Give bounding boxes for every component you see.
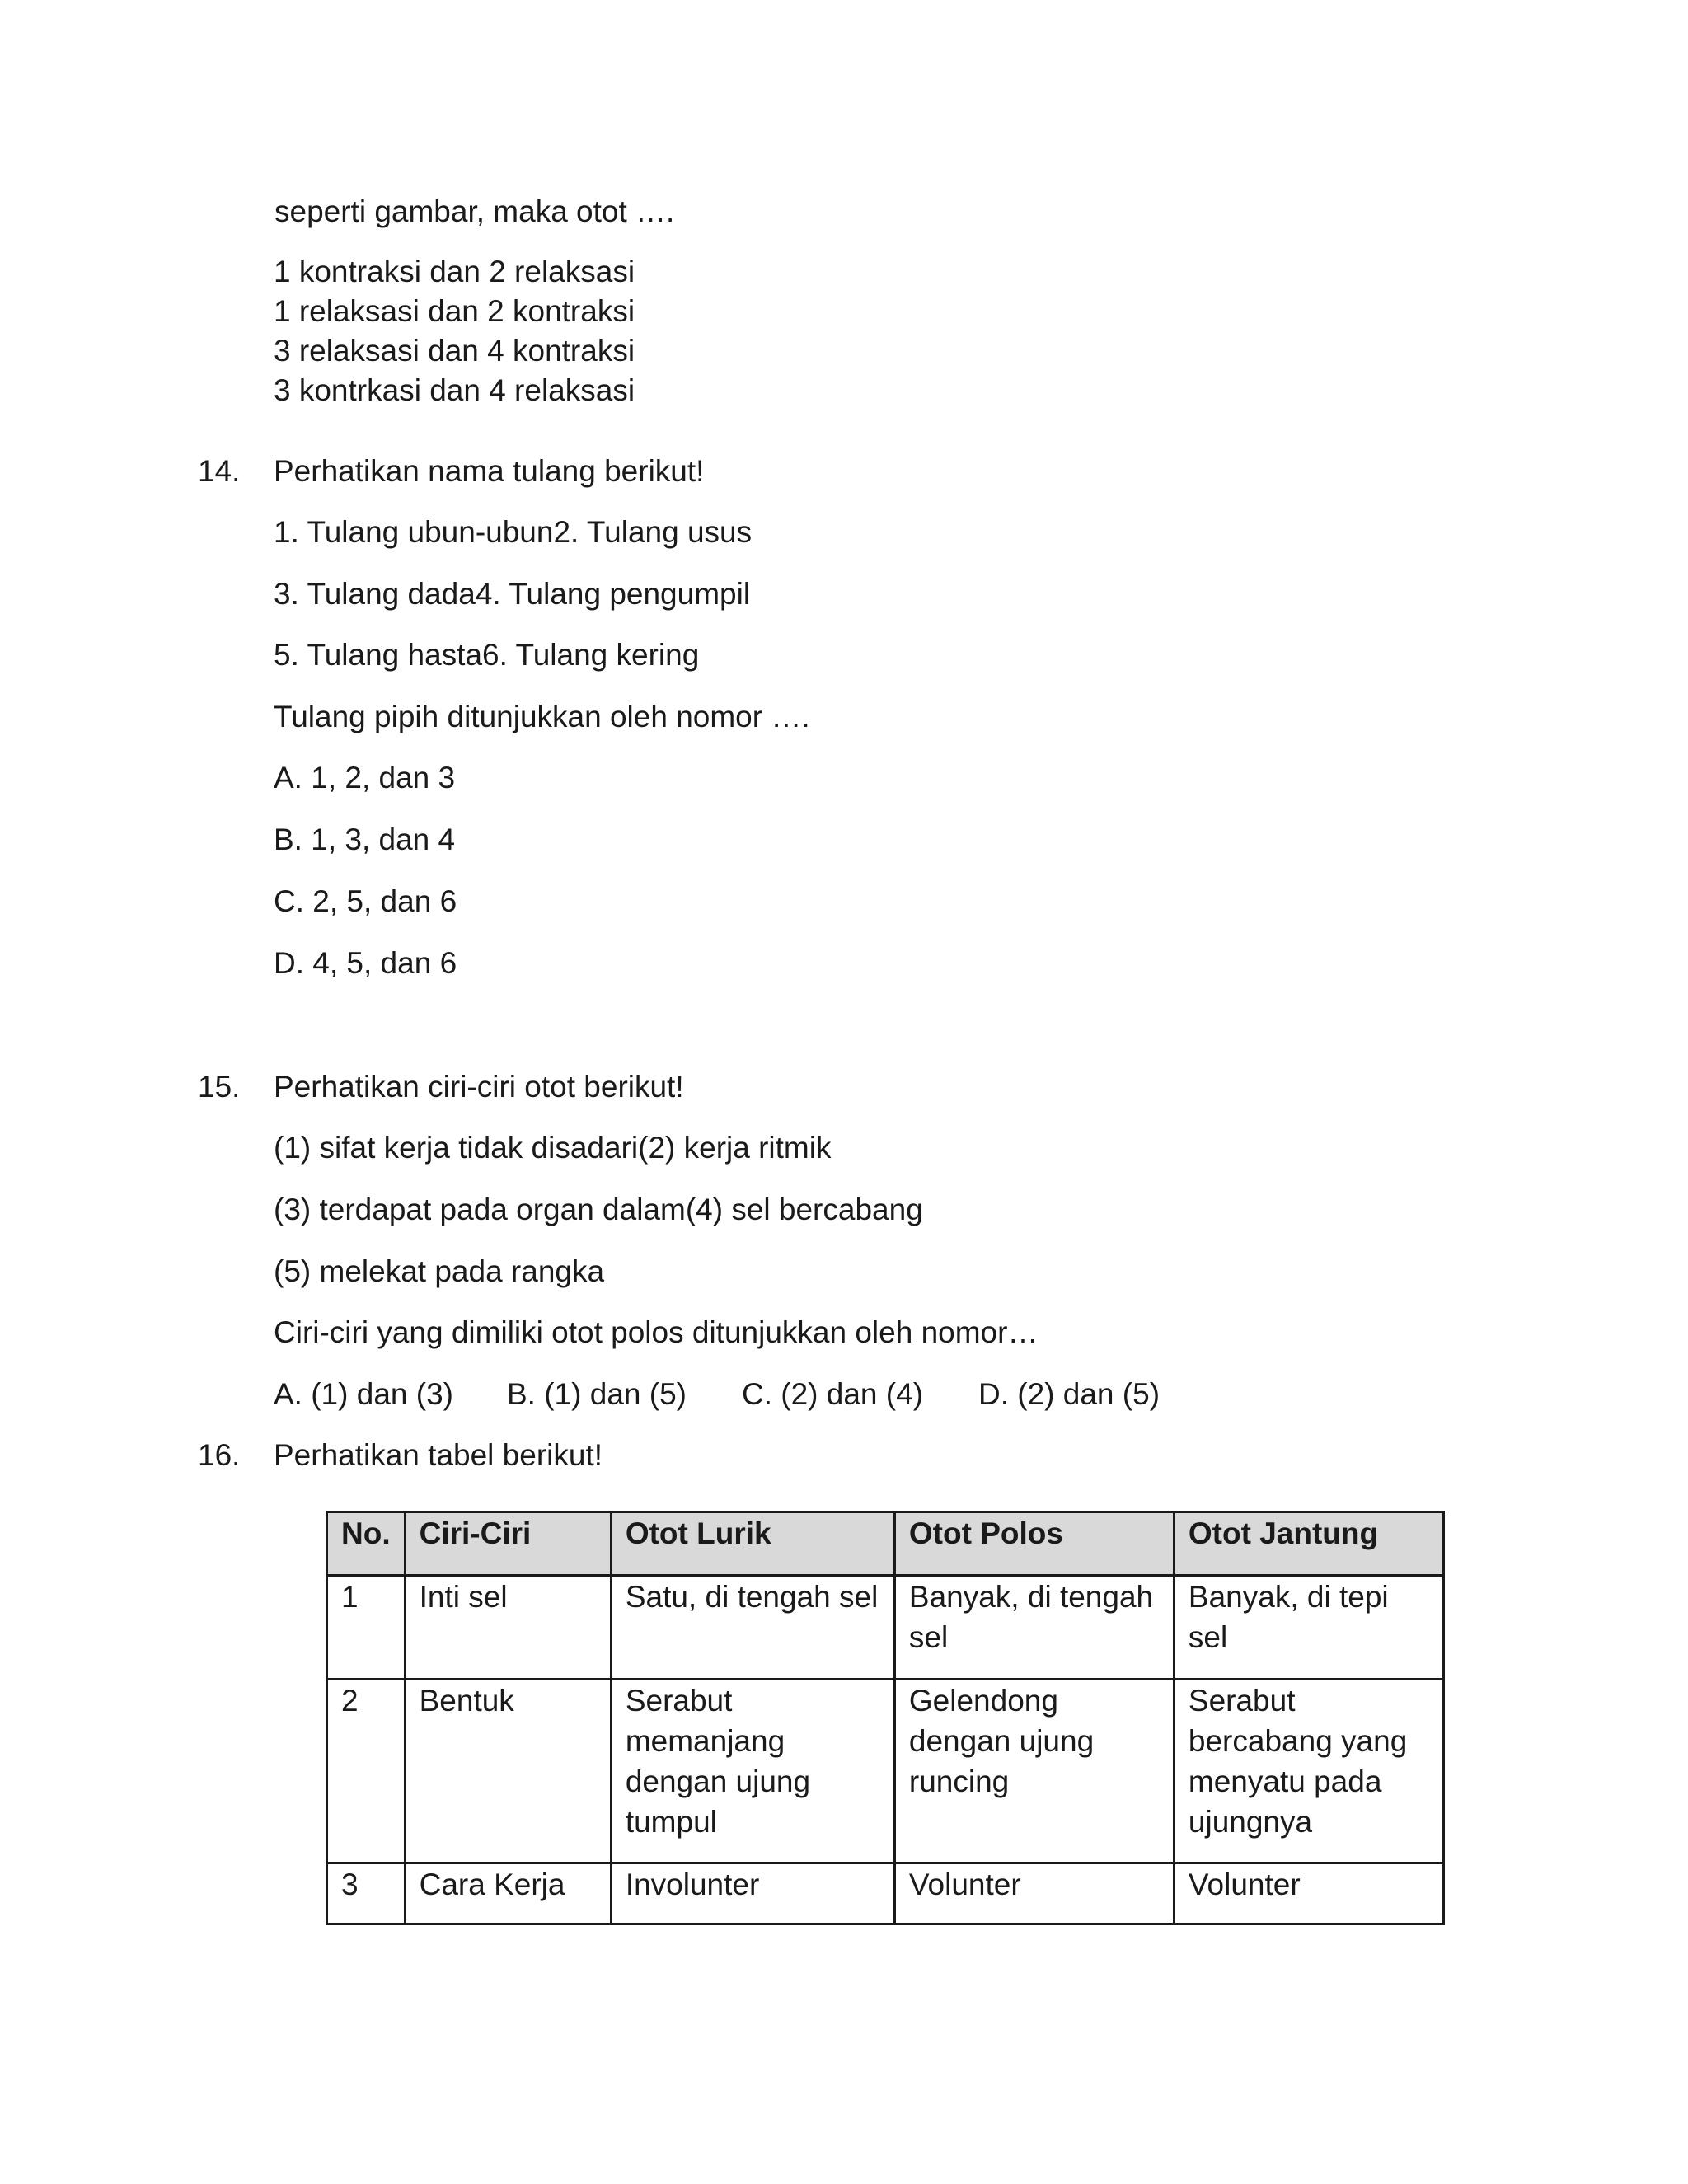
question-15-number: 15.: [198, 1070, 241, 1104]
table-cell: Serabut bercabang yang menyatu pada ujungnya: [1174, 1680, 1443, 1863]
table-cell: Cara Kerja: [405, 1863, 611, 1924]
q14-item-line-3: 5. Tulang hasta6. Tulang kering: [274, 638, 700, 672]
q15-option-d: D. (2) dan (5): [978, 1377, 1160, 1411]
q15-item-line-3: (5) melekat pada rangka: [274, 1254, 605, 1288]
q13-option-3: 3 relaksasi dan 4 kontraksi: [274, 334, 635, 368]
q15-item-line-2: (3) terdapat pada organ dalam(4) sel bercabang: [274, 1193, 923, 1226]
table-row: [327, 1863, 1444, 1924]
table-header-cell: Otot Lurik: [611, 1512, 894, 1576]
table-cell: Bentuk: [405, 1680, 611, 1863]
table-cell: Gelendong dengan ujung runcing: [894, 1680, 1174, 1863]
table-row: [327, 1680, 1444, 1863]
table-row: [327, 1576, 1444, 1680]
table-cell: Volunter: [1174, 1863, 1443, 1924]
muscle-comparison-table: [326, 1511, 1445, 1925]
q15-option-a: A. (1) dan (3): [274, 1377, 453, 1411]
table-cell: Volunter: [894, 1863, 1174, 1924]
question-14-prompt: Perhatikan nama tulang berikut!: [274, 454, 705, 488]
question-16-prompt: Perhatikan tabel berikut!: [274, 1438, 603, 1472]
question-14-question: Tulang pipih ditunjukkan oleh nomor ….: [274, 700, 810, 733]
table-cell: Satu, di tengah sel: [611, 1576, 894, 1680]
table-cell: Involunter: [611, 1863, 894, 1924]
table-cell: 3: [327, 1863, 406, 1924]
q13-option-2: 1 relaksasi dan 2 kontraksi: [274, 294, 635, 328]
q14-item-line-2: 3. Tulang dada4. Tulang pengumpil: [274, 577, 751, 611]
question-15-question: Ciri-ciri yang dimiliki otot polos ditunjukkan oleh nomor…: [274, 1315, 1039, 1349]
table-header-cell: Otot Jantung: [1174, 1512, 1443, 1576]
question-14-number: 14.: [198, 454, 241, 488]
q14-option-c: C. 2, 5, dan 6: [274, 884, 457, 918]
q13-option-4: 3 kontrkasi dan 4 relaksasi: [274, 373, 635, 407]
q13-option-1: 1 kontraksi dan 2 relaksasi: [274, 255, 635, 288]
question-16-number: 16.: [198, 1438, 241, 1472]
table-header-cell: Otot Polos: [894, 1512, 1174, 1576]
q14-item-line-1: 1. Tulang ubun-ubun2. Tulang usus: [274, 515, 753, 549]
table-cell: Banyak, di tengah sel: [894, 1576, 1174, 1680]
table-cell: Inti sel: [405, 1576, 611, 1680]
question-13-continuation: seperti gambar, maka otot ….: [274, 194, 675, 228]
question-15-prompt: Perhatikan ciri-ciri otot berikut!: [274, 1070, 684, 1104]
table-cell: Banyak, di tepi sel: [1174, 1576, 1443, 1680]
q14-option-d: D. 4, 5, dan 6: [274, 946, 457, 980]
table-cell: 1: [327, 1576, 406, 1680]
q15-option-b: B. (1) dan (5): [507, 1377, 687, 1411]
table-header-row: [327, 1512, 1444, 1576]
table-cell: Serabut memanjang dengan ujung tumpul: [611, 1680, 894, 1863]
q14-option-a: A. 1, 2, dan 3: [274, 761, 456, 794]
q15-option-c: C. (2) dan (4): [742, 1377, 924, 1411]
table-header-cell: No.: [327, 1512, 406, 1576]
table-cell: 2: [327, 1680, 406, 1863]
q14-option-b: B. 1, 3, dan 4: [274, 823, 456, 856]
table-header-cell: Ciri-Ciri: [405, 1512, 611, 1576]
q15-item-line-1: (1) sifat kerja tidak disadari(2) kerja ritmik: [274, 1131, 832, 1165]
